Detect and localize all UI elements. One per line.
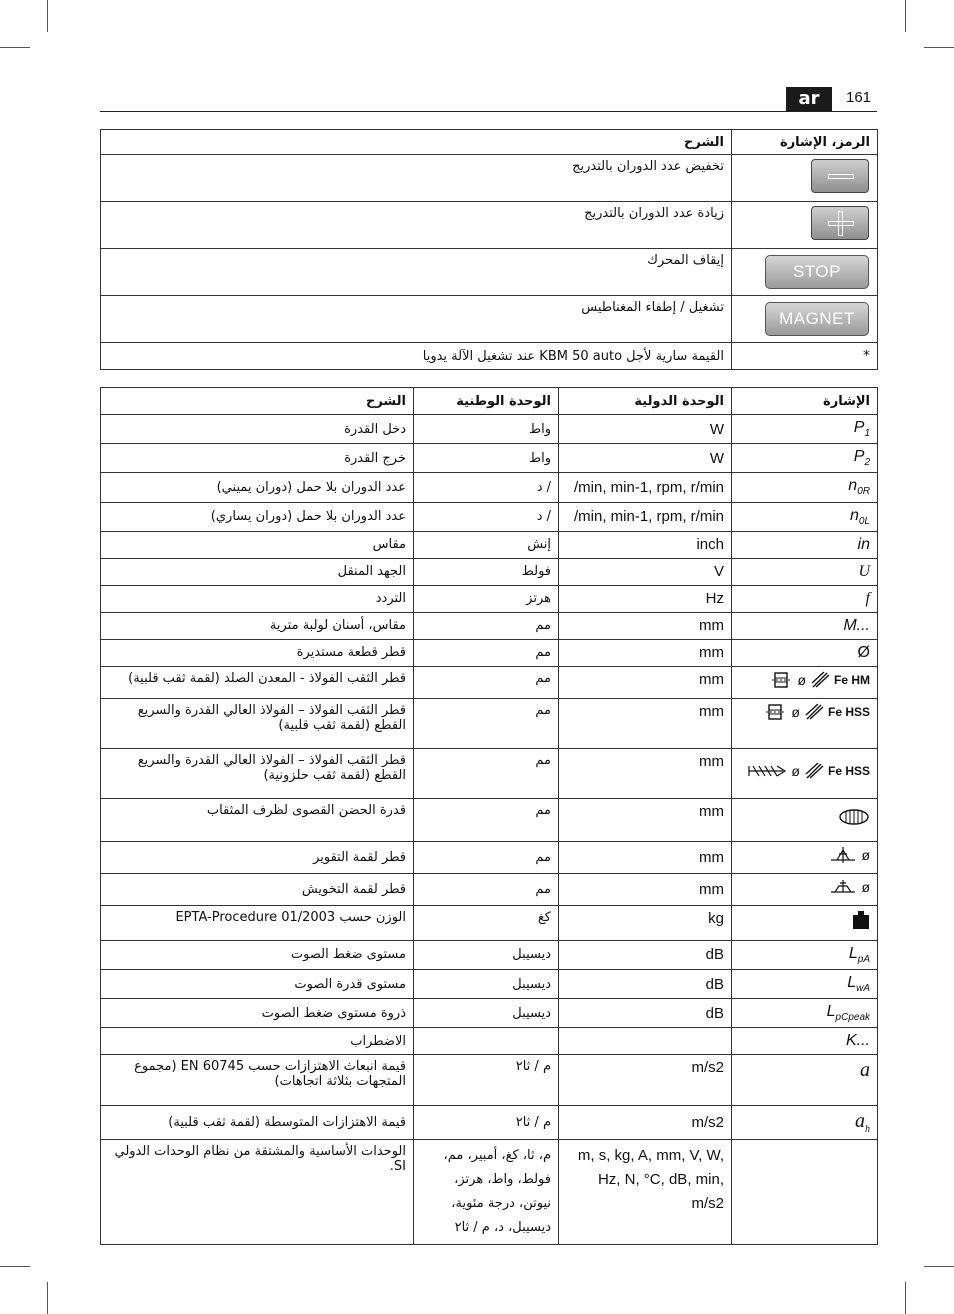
diameter-icon: ø [797,671,806,688]
row-symbol: K... [732,1028,878,1055]
table-row [101,558,878,585]
row-symbol: $L_{pCpeak}$ [732,999,878,1028]
row-unit: mm [559,748,732,798]
row-explanation: خرج القدرة [101,444,414,473]
row-explanation: الوحدات الأساسية والمشتقة من نظام الوحدات الدولي SI. [101,1140,414,1245]
diameter-icon: ø [791,703,800,720]
hss-cutter-icon [765,703,787,721]
header-rule [100,111,877,112]
row-unit: kg [559,905,732,940]
row-unit: mm [559,612,732,639]
symbol-explanation: إيقاف المحرك [101,249,732,296]
table-row [101,415,878,444]
row-explanation: التردد [101,585,414,612]
row-unit: m, s, kg, A, mm, V, W, Hz, N, °C, dB, min, m/s2 [559,1140,732,1245]
row-explanation: مستوى ضغط الصوت [101,940,414,969]
table-row [101,698,878,748]
asterisk-symbol: * [732,343,878,370]
row-unit: mm [559,841,732,873]
row-symbol: U [732,558,878,585]
row-symbol [732,873,878,905]
crop-mark [905,0,906,32]
row-symbol: $n_{0R}$ [732,473,878,502]
row-unit: mm [559,639,732,666]
row-explanation: مقاس [101,531,414,558]
row-explanation: قدرة الحضن القصوى لظرف المثقاب [101,798,414,841]
thread-icon [838,808,870,826]
table-row [101,1028,878,1055]
twist-drill-icon [804,703,824,721]
table-row [101,969,878,998]
row-symbol: f [732,585,878,612]
row-national-unit: مم [414,841,559,873]
row-unit: V [559,558,732,585]
row-explanation: قطر الثقب الفولاذ – الفولاذ العالي القدرة والسريع القطع (لقمة ثقب قلبية) [101,698,414,748]
col-header-national-unit: الوحدة الوطنية [414,388,559,415]
twist-drill-icon [804,762,824,780]
crop-mark [0,47,30,48]
row-unit: mm [559,666,732,698]
table-row [101,531,878,558]
material-label: Fe HM [834,672,870,687]
spiral-drill-icon [747,762,787,780]
table-row [101,940,878,969]
row-national-unit: م / ثا٢ [414,1106,559,1140]
row-symbol: in [732,531,878,558]
row-symbol [732,666,878,698]
row-unit: inch [559,531,732,558]
table-row [101,612,878,639]
row-national-unit: كغ [414,905,559,940]
row-national-unit: واط [414,444,559,473]
col-header-symbol: الإشارة [732,388,878,415]
table-row [101,1106,878,1140]
row-symbol: $n_{0L}$ [732,502,878,531]
col-header-symbol: الرمز، الإشارة [732,130,878,155]
row-symbol: a [732,1055,878,1106]
row-national-unit: واط [414,415,559,444]
crop-mark [0,1266,30,1267]
row-unit: m/s2 [559,1055,732,1106]
row-national-unit: فولط [414,558,559,585]
row-symbol: $a_h$ [732,1106,878,1140]
table-row [101,905,878,940]
row-symbol [732,841,878,873]
row-national-unit: مم [414,748,559,798]
col-header-intl-unit: الوحدة الدولية [559,388,732,415]
table-row [101,666,878,698]
row-unit [559,1028,732,1055]
table-row [101,639,878,666]
row-symbol [732,1140,878,1245]
row-symbol: M... [732,612,878,639]
row-explanation: قيمة انبعاث الاهتزازات حسب EN 60745 (مجموع المتجهات بثلاثة اتجاهات) [101,1055,414,1106]
table-row [101,1055,878,1106]
stop-button-icon: STOP [765,255,869,289]
row-national-unit: مم [414,698,559,748]
diameter-icon: ø [861,878,870,895]
row-symbol [732,698,878,748]
table-row [101,502,878,531]
symbol-explanation: تخفيض عدد الدوران بالتدريج [101,155,732,202]
row-symbol [732,798,878,841]
row-national-unit: مم [414,873,559,905]
row-unit: Hz [559,585,732,612]
row-unit: W [559,444,732,473]
row-explanation: مقاس، أسنان لولبة مترية [101,612,414,639]
row-national-unit: ديسيبل [414,969,559,998]
row-explanation: قطر الثقب الفولاذ - المعدن الصلد (لقمة ثقب قلبية) [101,666,414,698]
language-badge: ar [786,87,832,111]
symbol-explanation: زيادة عدد الدوران بالتدريج [101,202,732,249]
countersink-icon [829,846,857,864]
col-header-explanation: الشرح [101,388,414,415]
material-label: Fe HSS [827,763,870,778]
plus-button-icon [811,206,869,240]
row-explanation: قطر لقمة التخويش [101,873,414,905]
table-row [101,585,878,612]
row-unit: W [559,415,732,444]
table-row [101,1140,878,1245]
table-row [101,473,878,502]
col-header-explanation: الشرح [101,130,732,155]
table-row [101,841,878,873]
row-national-unit: ديسيبل [414,940,559,969]
minus-button-icon [811,159,869,193]
table-row [101,444,878,473]
row-symbol [732,748,878,798]
row-national-unit [414,1028,559,1055]
row-explanation: قطر قطعة مستديرة [101,639,414,666]
symbol-explanation: تشغيل / إطفاء المغناطيس [101,296,732,343]
row-explanation: الجهد المنقل [101,558,414,585]
material-label: Fe HSS [827,704,870,719]
row-explanation: الاضطراب [101,1028,414,1055]
row-unit: /min, min-1, rpm, r/min [559,502,732,531]
row-explanation: قطر الثقب الفولاذ – الفولاذ العالي القدرة والسريع القطع (لقمة ثقب حلزونية) [101,748,414,798]
row-national-unit: مم [414,612,559,639]
table-row [101,873,878,905]
hm-cutter-icon [771,671,793,689]
row-unit: dB [559,999,732,1028]
row-national-unit: هرتز [414,585,559,612]
crop-mark [905,1282,906,1314]
table-row [101,999,878,1028]
row-national-unit: مم [414,666,559,698]
symbol-explanation: القيمة سارية لأجل KBM 50 auto عند تشغيل الآلة يدويا [101,343,732,370]
symbols-table [100,129,878,370]
twist-drill-icon [810,671,830,689]
row-unit: dB [559,969,732,998]
row-national-unit: م، ثا، كغ، أمبير، مم، فولط، واط، هرتز، نيوتن، درجة مئوية، ديسيبل، د، م / ثا٢ [414,1140,559,1245]
row-unit: mm [559,698,732,748]
magnet-button-icon: MAGNET [765,302,869,336]
row-symbol: $P_1$ [732,415,878,444]
crop-mark [47,1282,48,1314]
units-table [100,387,878,1245]
crop-mark [924,47,954,48]
row-unit: /min, min-1, rpm, r/min [559,473,732,502]
weight-icon [852,910,870,930]
table-row [101,798,878,841]
row-symbol [732,905,878,940]
row-national-unit: / د [414,473,559,502]
row-symbol: $L_{wA}$ [732,969,878,998]
page-number: 161 [846,89,872,106]
row-explanation: مستوى قدرة الصوت [101,969,414,998]
row-symbol: Ø [732,639,878,666]
row-national-unit: / د [414,502,559,531]
row-explanation: ذروة مستوى ضغط الصوت [101,999,414,1028]
row-national-unit: م / ثا٢ [414,1055,559,1106]
row-national-unit: ديسيبل [414,999,559,1028]
diameter-icon: ø [861,846,870,863]
row-unit: mm [559,873,732,905]
row-explanation: الوزن حسب EPTA-Procedure 01/2003 [101,905,414,940]
row-explanation: قطر لقمة التقوير [101,841,414,873]
row-explanation: عدد الدوران بلا حمل (دوران يساري) [101,502,414,531]
row-national-unit: مم [414,798,559,841]
row-explanation: دخل القدرة [101,415,414,444]
row-unit: mm [559,798,732,841]
row-symbol: $P_2$ [732,444,878,473]
crop-mark [47,0,48,32]
row-national-unit: مم [414,639,559,666]
row-explanation: عدد الدوران بلا حمل (دوران يميني) [101,473,414,502]
row-national-unit: إنش [414,531,559,558]
row-unit: m/s2 [559,1106,732,1140]
diameter-icon: ø [791,762,800,779]
row-explanation: قيمة الاهتزازات المتوسطة (لقمة ثقب قلبية) [101,1106,414,1140]
crop-mark [924,1266,954,1267]
reamer-icon [829,878,857,896]
table-row [101,748,878,798]
row-symbol: $L_{pA}$ [732,940,878,969]
row-unit: dB [559,940,732,969]
